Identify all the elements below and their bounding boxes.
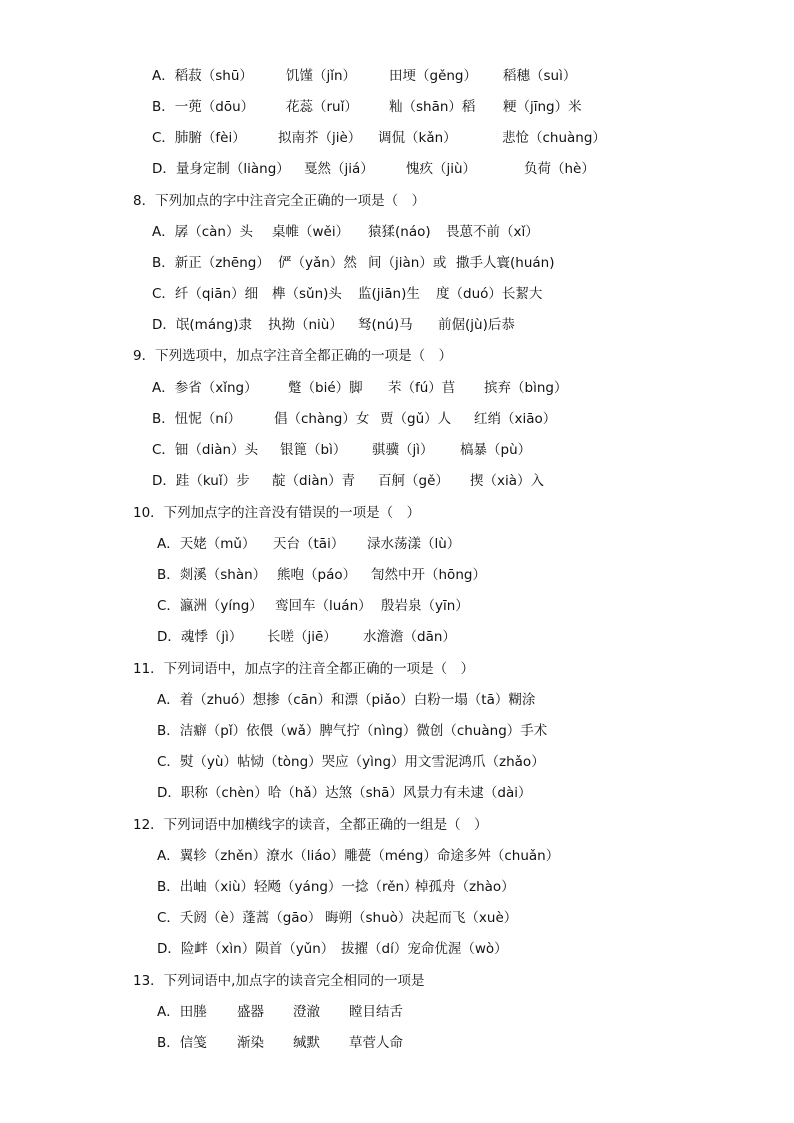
option-line	[152, 407, 556, 431]
option-text: 蹩（bié）脚	[288, 380, 363, 396]
option-text: 拔擢（dí）宠命优渥（wò）	[341, 941, 508, 957]
option-line	[152, 220, 539, 244]
option-line	[152, 313, 515, 337]
option-text: B．出岫（xiù）轻飏（yáng）一捻（rěn）	[157, 879, 418, 895]
option-text: 揳（xià）入	[470, 473, 545, 489]
option-text: 晦朔（shuò）决起而飞（xuè）	[325, 910, 518, 926]
option-text: 戛然（jiá）	[304, 161, 374, 177]
option-text: C．熨（yù）帖恸（tòng）哭应（yìng）用文雪泥鸿爪（zhǎo）	[157, 754, 545, 770]
question-12-stem: 12．下列词语中加横线字的读音，全都正确的一组是（ ）	[133, 817, 488, 833]
option-text: 盛器	[237, 1004, 264, 1020]
option-line	[157, 563, 486, 587]
option-text: 撒手人寰(huán)	[456, 255, 555, 271]
option-line	[157, 844, 559, 868]
option-line	[152, 376, 567, 400]
question-8-stem: 8．下列加点的字中注音完全正确的一项是（ ）	[133, 193, 426, 209]
option-text: 倡（chàng）女	[274, 411, 370, 427]
option-line	[157, 906, 517, 930]
option-text: B．信笺	[157, 1035, 207, 1051]
option-line	[157, 532, 460, 556]
option-text: A．孱（càn）头	[152, 224, 253, 240]
option-text: 畏葸不前（xǐ）	[446, 224, 539, 240]
option-text: 水澹澹（dān）	[363, 629, 456, 645]
option-text: 籼（shān）稻	[389, 99, 476, 115]
option-text: D．氓(máng)隶	[152, 317, 252, 333]
option-text: 驽(nú)马	[358, 317, 413, 333]
option-text: 饥馑（jǐn）	[286, 68, 357, 84]
option-line	[157, 875, 515, 899]
option-text: 稻穗（suì）	[503, 68, 577, 84]
option-line	[157, 719, 547, 743]
option-text: 榫（sǔn)头	[272, 286, 342, 302]
option-text: A．天姥（mǔ）	[157, 536, 256, 552]
option-line	[152, 438, 531, 462]
option-line	[157, 1000, 403, 1024]
option-text: A．着（zhuó）想掺（cān）和漂（piǎo）白粉一塌（tā）糊涂	[157, 692, 536, 708]
option-text: C．纤（qiān）细	[152, 286, 259, 302]
option-text: 熊咆（páo）	[277, 567, 357, 583]
option-text: 缄默	[293, 1035, 320, 1051]
option-text: 执拗（niù）	[268, 317, 343, 333]
option-text: 瞠目结舌	[349, 1004, 403, 1020]
option-text: 花蕊（ruǐ）	[286, 99, 358, 115]
question-10-stem: 10．下列加点字的注音没有错误的一项是（ ）	[133, 505, 421, 521]
option-text: 百舸（gě）	[378, 473, 449, 489]
option-text: C．钿（diàn）头	[152, 442, 259, 458]
option-text: 澄澈	[293, 1004, 320, 1020]
option-text: A．参省（xǐng）	[152, 380, 258, 396]
option-text: 殷岩泉（yīn）	[381, 598, 469, 614]
option-text: 猿猱(náo)	[368, 224, 431, 240]
question-11-stem: 11．下列词语中，加点字的注音全都正确的一项是（ ）	[133, 661, 475, 677]
option-line	[152, 251, 554, 275]
option-text: 靛（diàn）青	[272, 473, 356, 489]
question-13-stem: 13．下列词语中,加点字的读音完全相同的一项是	[133, 973, 425, 989]
option-text: 银篦（bì）	[280, 442, 347, 458]
option-text: 愧疚（jiù）	[406, 161, 477, 177]
option-line	[157, 781, 532, 805]
option-text: 贾（gǔ）人	[380, 411, 452, 427]
option-text: D．险衅（xìn）陨首（yǔn）	[157, 941, 335, 957]
option-text: B．洁癖（pǐ）依偎（wǎ）脾气拧（nìng）微创（chuàng）手术	[157, 723, 548, 739]
option-line	[157, 750, 545, 774]
option-line	[157, 1031, 403, 1055]
option-text: 负荷（hè）	[524, 161, 595, 177]
option-text: A．稻菽（shū）	[152, 68, 253, 84]
option-text: 渐染	[237, 1035, 264, 1051]
option-text: 摈弃（bìng）	[484, 380, 568, 396]
option-text: 訇然中开（hōng）	[371, 567, 486, 583]
option-text: D．跬（kuǐ）步	[152, 473, 250, 489]
option-text: C．肺腑（fèi）	[152, 130, 246, 146]
option-text: 间（jiàn）或	[368, 255, 447, 271]
option-text: B．忸怩（ní）	[152, 411, 242, 427]
option-text: 监(jiān)生	[358, 286, 420, 302]
question-9-stem: 9．下列选项中，加点字注音全都正确的一项是（ ）	[133, 348, 453, 364]
option-text: 调侃（kǎn）	[378, 130, 457, 146]
option-text: 度（duó）长絜大	[436, 286, 543, 302]
option-line	[152, 469, 544, 493]
option-text: 骐骥（jì）	[372, 442, 434, 458]
option-text: 红绡（xiāo）	[474, 411, 557, 427]
option-text: 俨（yǎn）然	[278, 255, 357, 271]
option-text: A．田塍	[157, 1004, 207, 1020]
option-text: 棹孤舟（zhào）	[415, 879, 515, 895]
option-line	[152, 126, 606, 150]
option-line	[157, 594, 469, 618]
option-text: D．量身定制（liàng）	[152, 161, 290, 177]
option-line	[152, 157, 595, 181]
option-text: 拟南芥（jiè）	[278, 130, 362, 146]
option-line	[152, 64, 576, 88]
option-text: 悲怆（chuàng）	[502, 130, 606, 146]
option-text: D．职称（chèn）哈（hǎ）达煞（shā）风景力有未逮（dài）	[157, 785, 532, 801]
option-line	[157, 937, 508, 961]
option-text: 桌帷（wěi）	[272, 224, 350, 240]
option-text: 鸾回车（luán）	[275, 598, 372, 614]
option-text: A．翼轸（zhěn）潦水（liáo）雕甍（méng）命途多舛（chuǎn）	[157, 848, 560, 864]
option-text: C．夭阏（è）蓬蒿（gāo）	[157, 910, 322, 926]
option-text: B．一蔸（dōu）	[152, 99, 255, 115]
option-text: 田埂（gěng）	[389, 68, 478, 84]
option-text: 槁暴（pù）	[460, 442, 532, 458]
option-text: 前倨(jù)后恭	[438, 317, 515, 333]
option-text: B．新正（zhēng）	[152, 255, 270, 271]
option-text: 天台（tāi）	[273, 536, 345, 552]
option-text: 长嗟（jiē）	[267, 629, 337, 645]
option-text: C．瀛洲（yíng）	[157, 598, 263, 614]
option-line	[157, 688, 535, 712]
option-text: 渌水荡漾（lù）	[367, 536, 461, 552]
option-text: 芣（fú）苢	[388, 380, 456, 396]
option-line	[157, 625, 456, 649]
option-text: 粳（jīng）米	[503, 99, 582, 115]
option-line	[152, 95, 582, 119]
option-line	[152, 282, 542, 306]
option-text: D．魂悸（jì）	[157, 629, 243, 645]
option-text: B．剡溪（shàn）	[157, 567, 267, 583]
option-text: 草菅人命	[349, 1035, 403, 1051]
